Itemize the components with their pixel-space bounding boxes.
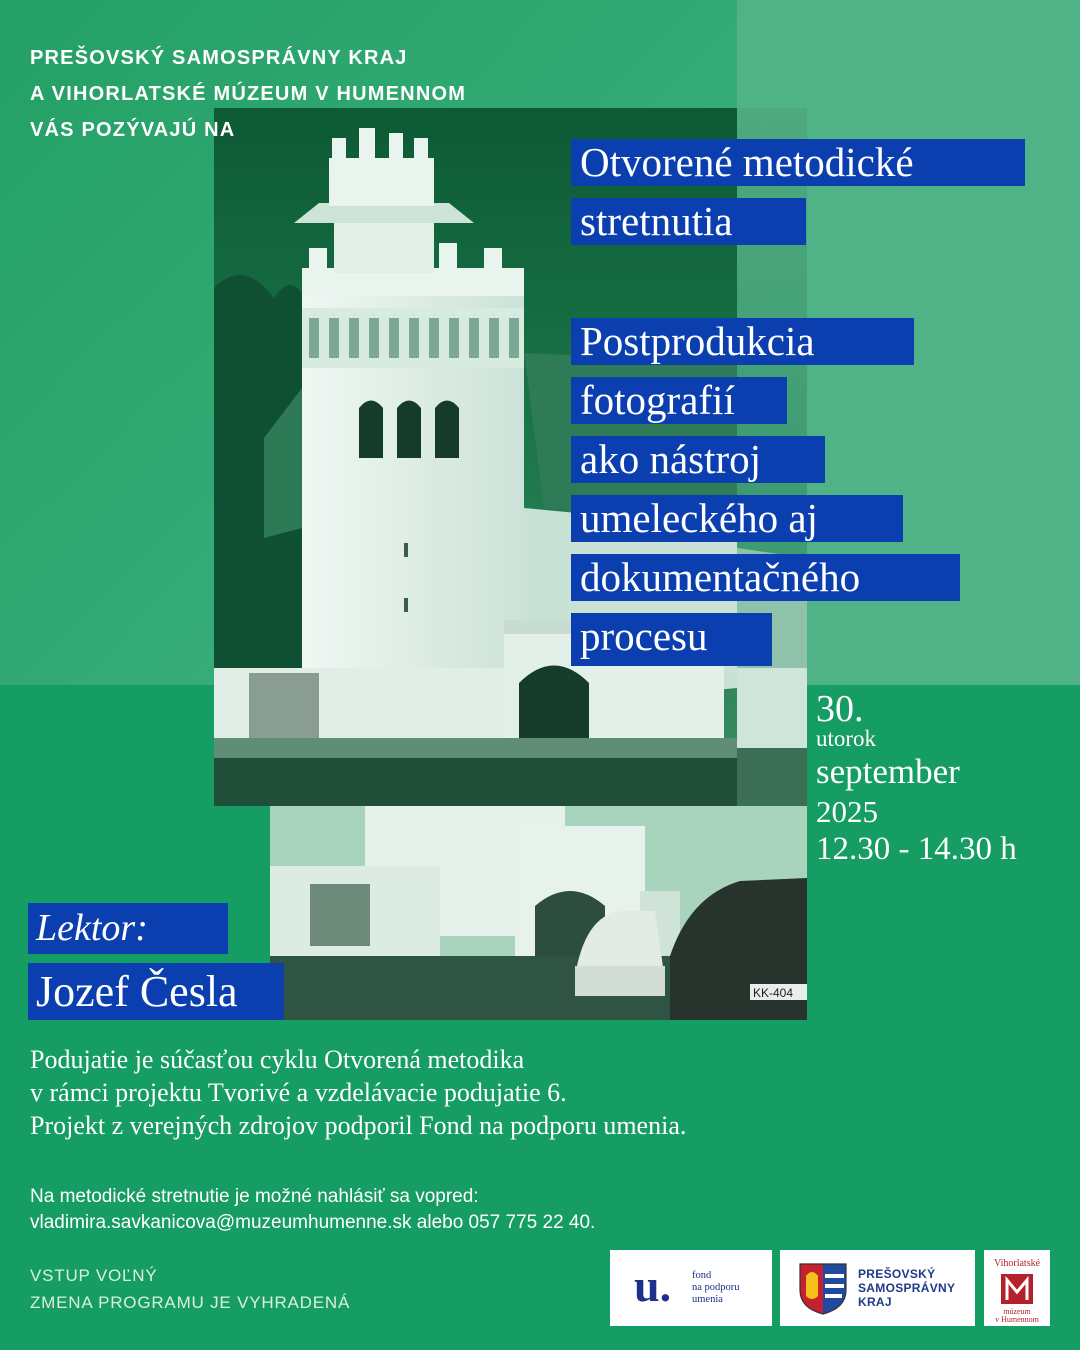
museum-logo-bottom (984, 1308, 1050, 1324)
topic-line: procesu (571, 613, 772, 666)
presovsky-kraj-logo (780, 1250, 975, 1326)
registration-contact[interactable]: vladimira.savkanicova@muzeumhumenne.sk alebo 057 775 22 40. (30, 1212, 596, 1233)
header-line: VÁS POZÝVAJÚ NA (30, 119, 236, 141)
museum-logo-top: Vihorlatské (993, 1258, 1041, 1269)
date-month: september (816, 752, 960, 791)
fond-na-podporu-umenia-logo (610, 1250, 772, 1326)
fond-logo-mark: u. (634, 1260, 672, 1311)
lecturer-name: Jozef Česla (28, 963, 284, 1020)
museum-m-icon (997, 1272, 1037, 1306)
program-change-note: ZMENA PROGRAMU JE VYHRADENÁ (30, 1293, 351, 1312)
footer-notes (30, 1262, 350, 1316)
psk-logo-line: PREŠOVSKÝ (858, 1267, 936, 1281)
date-year: 2025 (816, 794, 878, 829)
registration-line: Na metodické stretnutie je možné nahlásiť sa vopred: (30, 1186, 479, 1207)
license-plate: KK-404 (753, 986, 794, 1000)
lecturer-label: Lektor: (28, 903, 228, 954)
street-illustration (270, 806, 807, 1020)
description-line: Podujatie je súčasťou cyklu Otvorená metodika (30, 1045, 525, 1074)
fond-logo-line: fond (692, 1270, 712, 1281)
date-day: 30. (816, 688, 864, 730)
event-description (30, 1043, 1030, 1142)
description-line: v rámci projektu Tvorivé a vzdelávacie podujatie 6. (30, 1078, 567, 1107)
vihorlatske-muzeum-logo (984, 1250, 1050, 1326)
event-title-line: Otvorené metodické (571, 139, 1025, 186)
fond-logo-line: umenia (692, 1294, 723, 1305)
header-line: PREŠOVSKÝ SAMOSPRÁVNY KRAJ (30, 47, 408, 69)
psk-logo-line: SAMOSPRÁVNY (858, 1281, 956, 1295)
free-entry-note: VSTUP VOĽNÝ (30, 1266, 158, 1285)
date-weekday: utorok (816, 726, 877, 751)
description-line: Projekt z verejných zdrojov podporil Fond na podporu umenia. (30, 1111, 687, 1140)
topic-line: umeleckého aj (571, 495, 903, 542)
fond-logo-text (692, 1270, 740, 1306)
museum-logo-line: múzeum (1003, 1307, 1031, 1316)
psk-logo-text (858, 1267, 955, 1309)
coat-of-arms-icon (798, 1262, 848, 1316)
topic-line: fotografií (571, 377, 787, 424)
date-time: 12.30 - 14.30 h (816, 831, 1017, 867)
topic-line: dokumentačného (571, 554, 960, 601)
registration-info (30, 1184, 790, 1236)
fond-logo-line: na podporu (692, 1282, 740, 1293)
topic-line: Postprodukcia (571, 318, 914, 365)
topic-line: ako nástroj (571, 436, 825, 483)
street-photo (270, 806, 807, 1020)
organizers-header (30, 40, 466, 148)
event-title-line: stretnutia (571, 198, 806, 245)
museum-logo-line: v Humennom (995, 1315, 1039, 1324)
psk-logo-line: KRAJ (858, 1295, 892, 1309)
header-line: A VIHORLATSKÉ MÚZEUM V HUMENNOM (30, 83, 467, 105)
